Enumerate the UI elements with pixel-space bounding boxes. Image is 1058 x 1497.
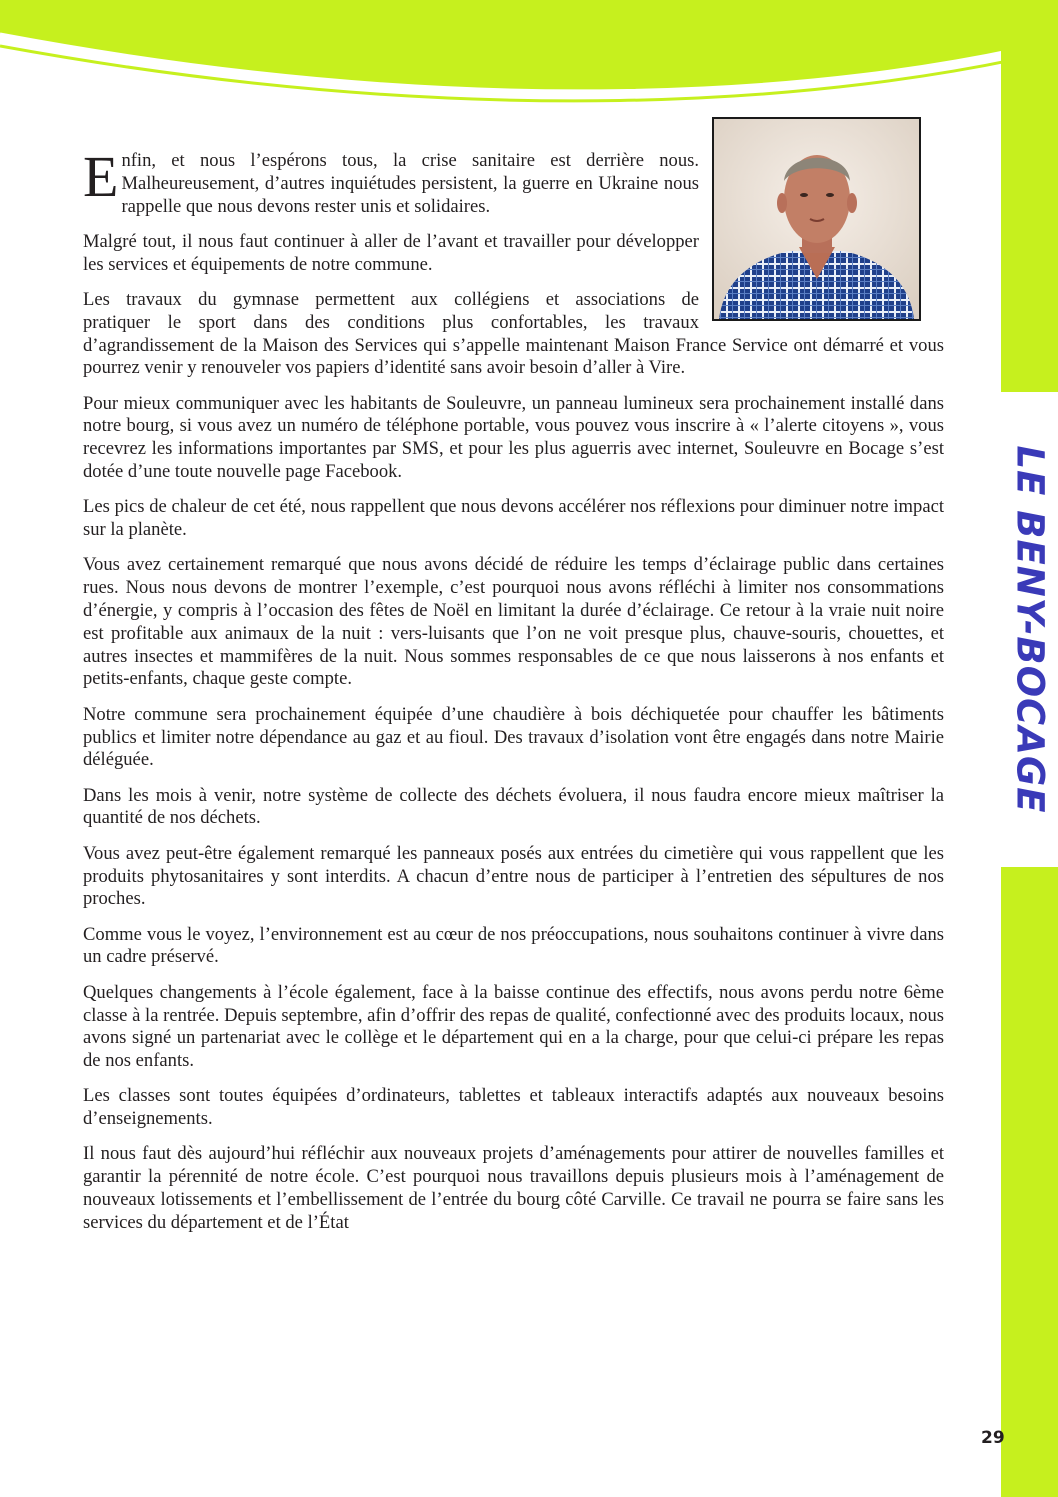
paragraph-4: Pour mieux communiquer avec les habitants de Souleuvre, un panneau lumineux sera prochainement installé dans notre bourg, si vous avez un numéro de téléphone portable, vous pouvez vous inscrire à « l’alerte citoyens », vous recevrez les informations importantes par SMS, et pour les plus aguerris avec internet, Souleuvre en Bocage s’est dotée d’une toute nouvelle page Facebook. [83, 392, 944, 483]
side-accent-bar-bottom [1001, 867, 1058, 1497]
paragraph-2: Malgré tout, il nous faut continuer à aller de l’avant et travailler pour développer les services et équipements de notre commune. [83, 230, 699, 275]
editorial-article [83, 144, 944, 1247]
decorative-top-band [0, 0, 1058, 115]
paragraph-3-line-2: pratiquer le sport dans des conditions plus confortables, les travaux [83, 311, 699, 333]
paragraph-3 [83, 289, 944, 380]
drop-cap: E [83, 144, 119, 209]
paragraph-13: Il nous faut dès aujourd’hui réfléchir aux nouveaux projets d’aménagements pour attirer de nouvelles familles et garantir la pérennité de notre école. C’est pourquoi nous travaillons depuis plusieurs mois à l’aménagement de nouveaux lotissements et l’embellissement de l’entrée du bourg côté Carville. Ce travail ne pourra se faire sans les services du département et de l’État [83, 1143, 944, 1233]
side-accent-bar-top [1001, 0, 1058, 392]
paragraph-1 [83, 144, 699, 218]
paragraph-3-line-1: Les travaux du gymnase permettent aux collégiens et associations de [83, 288, 699, 310]
paragraph-7: Notre commune sera prochainement équipée d’une chaudière à bois déchiquetée pour chauffer les bâtiments publics et limiter notre dépendance au gaz et au fioul. Des travaux d’isolation vont être engagés dans notre Mairie déléguée. [83, 703, 944, 771]
paragraph-11: Quelques changements à l’école également, face à la baisse continue des effectifs, nous avons perdu notre 6ème classe à la rentrée. Depuis septembre, afin d’offrir des repas de qualité, confectionné avec des produits locaux, nous avons signé un partenariat avec le collège et le département qui en a la charge, pour que celui-ci prépare les repas de nos enfants. [83, 981, 944, 1072]
paragraph-3-text: d’agrandissement de la Maison des Services qui s’appelle maintenant Maison France Service ont démarré et vous pourrez venir y renouveler vos papiers d’identité sans avoir besoin d’aller à Vire. [83, 334, 944, 379]
paragraph-8: Dans les mois à venir, notre système de collecte des déchets évoluera, il nous faudra encore mieux maîtriser la quantité de nos déchets. [83, 784, 944, 829]
paragraph-5: Les pics de chaleur de cet été, nous rappellent que nous devons accélérer nos réflexions pour diminuer notre impact sur la planète. [83, 496, 944, 541]
paragraph-1-text: nfin, et nous l’espérons tous, la crise sanitaire est derrière nous. Malheureusement, d’autres inquiétudes persistent, la guerre en Ukraine nous rappelle que nous devons rester unis et solidaires. [121, 150, 699, 217]
paragraph-6: Vous avez certainement remarqué que nous avons décidé de réduire les temps d’éclairage public dans certaines rues. Nous nous devons de montrer l’exemple, c’est pourquoi nous avons réfléchi à limiter nos consommations d’énergie, y compris à l’occasion des fêtes de Noël en limitant la durée d’éclairage. Ce retour à la vraie nuit noire est profitable aux animaux de la nuit : vers-luisants que l’on ne voit presque plus, chauve-souris, chouettes, et autres insectes et mammifères de la nuit. Nous sommes responsables de ce que nous laisserons à nos enfants et petits-enfants, chaque geste compte. [83, 554, 944, 690]
paragraph-9: Vous avez peut-être également remarqué les panneaux posés aux entrées du cimetière qui vous rappellent que les produits phytosanitaires y sont interdits. A chacun d’entre nous de participer à l’entretien des sépultures de nos proches. [83, 842, 944, 910]
paragraph-12: Les classes sont toutes équipées d’ordinateurs, tablettes et tableaux interactifs adaptés aux nouveaux besoins d’enseignements. [83, 1085, 944, 1130]
paragraph-10: Comme vous le voyez, l’environnement est au cœur de nos préoccupations, nous souhaitons continuer à vivre dans un cadre préservé. [83, 923, 944, 968]
page-number: 29 [981, 1428, 1005, 1448]
side-section-title [1001, 392, 1058, 867]
side-title-text: LE BENY-BOCAGE [1008, 445, 1052, 814]
